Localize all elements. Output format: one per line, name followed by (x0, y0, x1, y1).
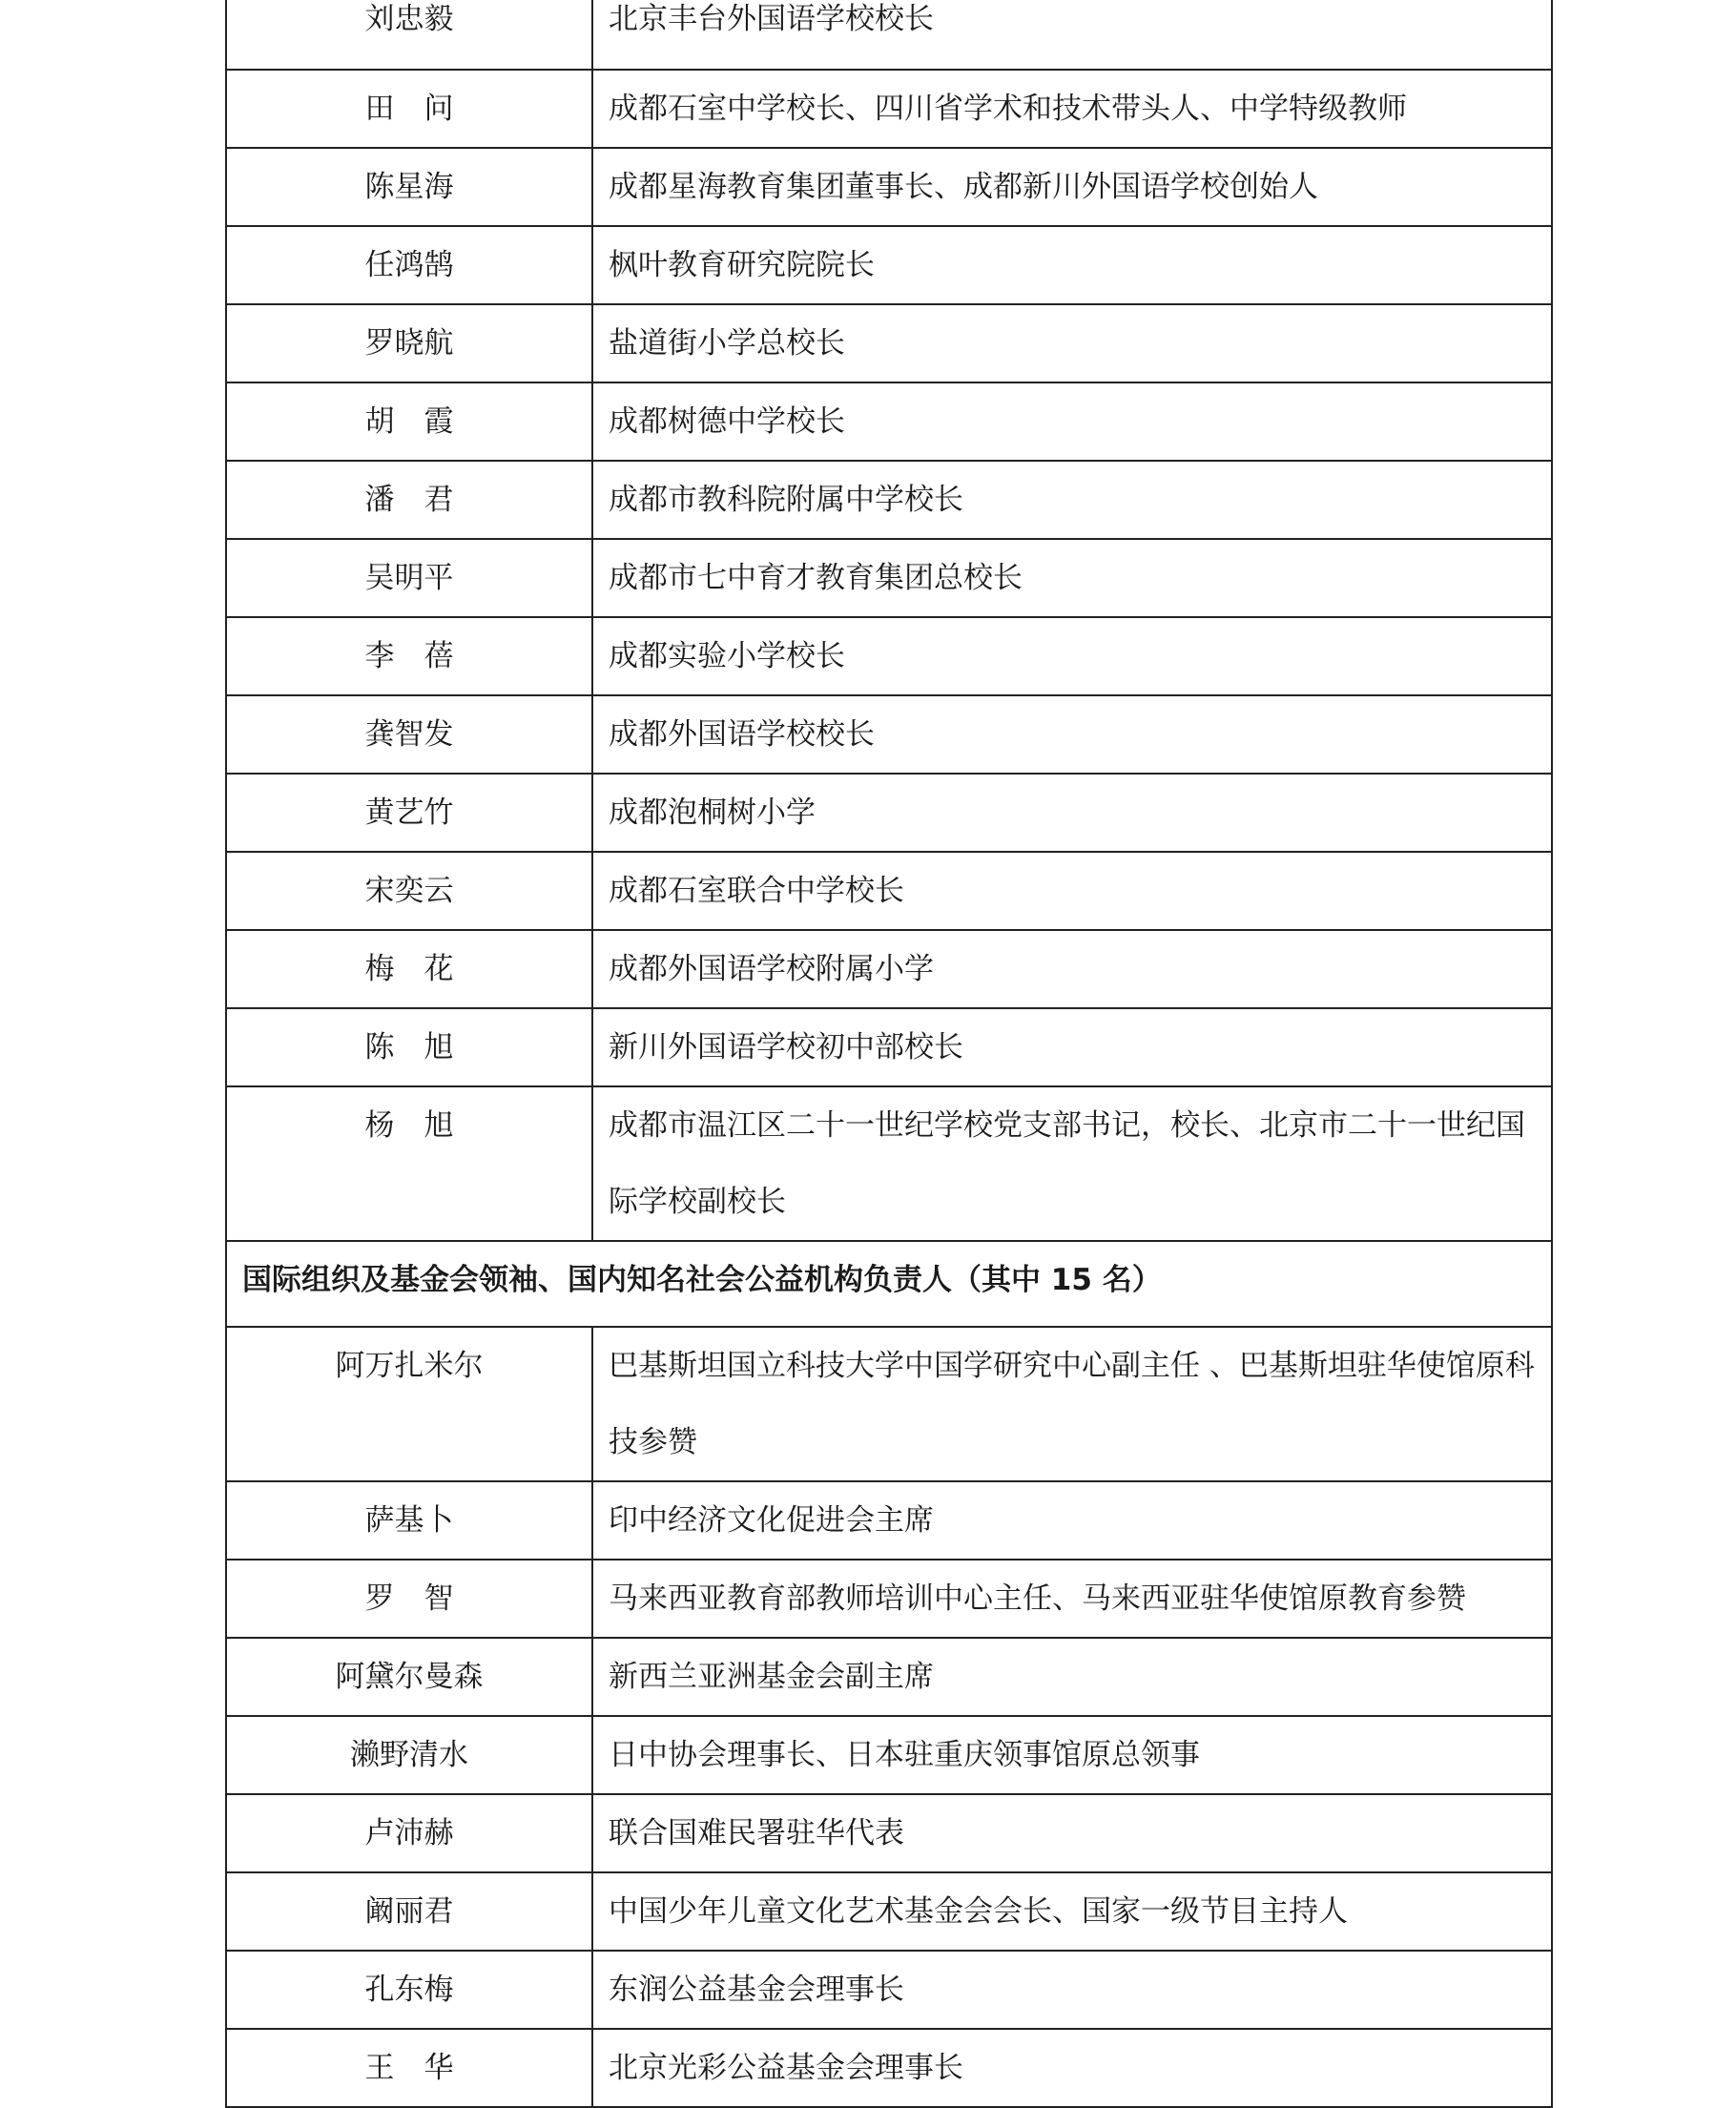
table-row (226, 70, 1552, 148)
table-row (226, 1794, 1552, 1872)
section-heading-row (226, 1241, 1552, 1327)
person-name: 宋奕云 (226, 852, 592, 930)
person-role: 枫叶教育研究院院长 (592, 226, 1552, 304)
person-role: 成都市七中育才教育集团总校长 (592, 539, 1552, 617)
person-role: 成都外国语学校附属小学 (592, 930, 1552, 1008)
person-name: 孔东梅 (226, 1951, 592, 2029)
name-list-table (225, 0, 1553, 2108)
table-row (226, 1716, 1552, 1794)
person-name: 阿万扎米尔 (226, 1327, 592, 1481)
person-role: 成都石室中学校长、四川省学术和技术带头人、中学特级教师 (592, 70, 1552, 148)
person-role: 中国少年儿童文化艺术基金会会长、国家一级节目主持人 (592, 1872, 1552, 1951)
person-name: 胡 霞 (226, 382, 592, 461)
table-row (226, 1638, 1552, 1716)
person-role: 新川外国语学校初中部校长 (592, 1008, 1552, 1086)
person-role: 盐道街小学总校长 (592, 304, 1552, 382)
person-role: 日中协会理事长、日本驻重庆领事馆原总领事 (592, 1716, 1552, 1794)
table-row (226, 1951, 1552, 2029)
person-name: 任鸿鹄 (226, 226, 592, 304)
section-heading: 国际组织及基金会领袖、国内知名社会公益机构负责人（其中 15 名） (226, 1241, 1552, 1327)
person-name: 卢沛赫 (226, 1794, 592, 1872)
person-name: 阚丽君 (226, 1872, 592, 1951)
person-role: 北京光彩公益基金会理事长 (592, 2029, 1552, 2107)
person-role: 成都星海教育集团董事长、成都新川外国语学校创始人 (592, 148, 1552, 226)
person-role: 新西兰亚洲基金会副主席 (592, 1638, 1552, 1716)
person-name: 罗晓航 (226, 304, 592, 382)
person-role: 巴基斯坦国立科技大学中国学研究中心副主任 、巴基斯坦驻华使馆原科技参赞 (592, 1327, 1552, 1481)
person-role: 成都石室联合中学校长 (592, 852, 1552, 930)
table-row (226, 1560, 1552, 1638)
person-name: 田 问 (226, 70, 592, 148)
person-name: 龚智发 (226, 695, 592, 774)
person-name: 杨 旭 (226, 1086, 592, 1241)
person-name: 王 华 (226, 2029, 592, 2107)
person-name: 陈 旭 (226, 1008, 592, 1086)
person-name: 刘忠毅 (226, 0, 592, 70)
table-row (226, 0, 1552, 70)
person-name: 李 蓓 (226, 617, 592, 695)
person-name: 濑野清水 (226, 1716, 592, 1794)
person-role: 成都树德中学校长 (592, 382, 1552, 461)
person-name: 黄艺竹 (226, 774, 592, 852)
table-row (226, 1086, 1552, 1241)
person-role: 北京丰台外国语学校校长 (592, 0, 1552, 70)
table-row (226, 695, 1552, 774)
person-name: 罗 智 (226, 1560, 592, 1638)
table-row (226, 930, 1552, 1008)
person-name: 萨基卜 (226, 1481, 592, 1560)
table-row (226, 1481, 1552, 1560)
table-row (226, 382, 1552, 461)
table-row (226, 539, 1552, 617)
table-row (226, 852, 1552, 930)
person-role: 成都市温江区二十一世纪学校党支部书记，校长、北京市二十一世纪国际学校副校长 (592, 1086, 1552, 1241)
person-name: 阿黛尔曼森 (226, 1638, 592, 1716)
person-role: 东润公益基金会理事长 (592, 1951, 1552, 2029)
person-name: 潘 君 (226, 461, 592, 539)
table-row (226, 774, 1552, 852)
person-role: 印中经济文化促进会主席 (592, 1481, 1552, 1560)
person-role: 成都实验小学校长 (592, 617, 1552, 695)
table-row (226, 1327, 1552, 1481)
table-row (226, 1008, 1552, 1086)
person-role: 成都市教科院附属中学校长 (592, 461, 1552, 539)
table-row (226, 148, 1552, 226)
table-row (226, 304, 1552, 382)
table-row (226, 1872, 1552, 1951)
table-row (226, 617, 1552, 695)
table-row (226, 226, 1552, 304)
person-name: 吴明平 (226, 539, 592, 617)
table-row (226, 461, 1552, 539)
person-name: 陈星海 (226, 148, 592, 226)
person-name: 梅 花 (226, 930, 592, 1008)
table-row (226, 2029, 1552, 2107)
person-role: 马来西亚教育部教师培训中心主任、马来西亚驻华使馆原教育参赞 (592, 1560, 1552, 1638)
person-role: 成都泡桐树小学 (592, 774, 1552, 852)
person-role: 成都外国语学校校长 (592, 695, 1552, 774)
person-role: 联合国难民署驻华代表 (592, 1794, 1552, 1872)
